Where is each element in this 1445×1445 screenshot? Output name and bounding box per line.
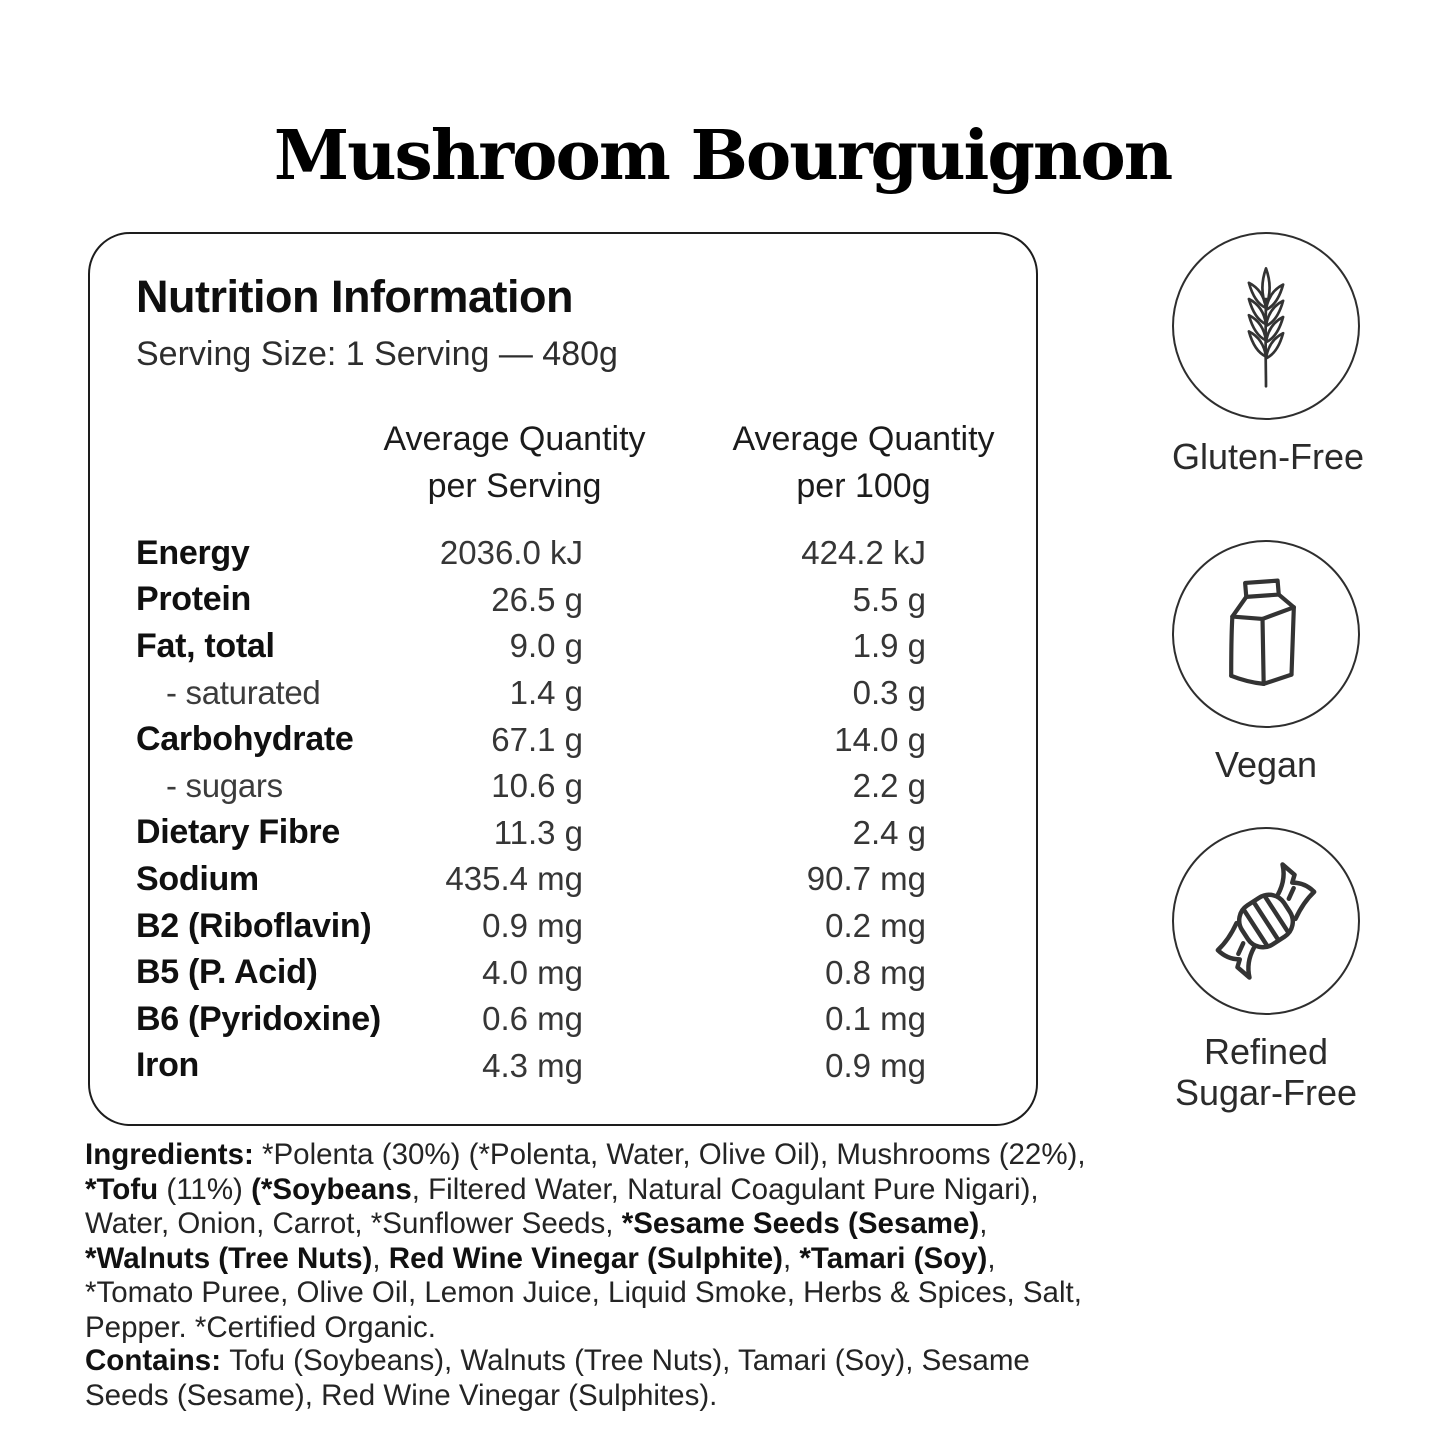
wheat-icon — [1217, 263, 1315, 389]
badge-circle — [1172, 232, 1360, 420]
per-serving-value: 9.0 g — [509, 627, 583, 665]
nutrition-row — [136, 670, 926, 717]
nutrition-row — [136, 1043, 926, 1090]
column-header-line: Average Quantity — [383, 420, 646, 458]
per-100g-value: 0.3 g — [852, 674, 926, 712]
per-serving-value: 11.3 g — [493, 813, 583, 851]
column-header-per-serving — [342, 416, 687, 510]
page-title: Mushroom Bourguignon — [273, 115, 1172, 196]
bold-text-segment: Contains: — [85, 1344, 230, 1377]
per-100g-value: 424.2 kJ — [801, 534, 926, 572]
bold-text-segment: *Walnuts (Tree Nuts) — [85, 1241, 373, 1275]
per-serving-value: 67.1 g — [491, 720, 583, 758]
per-100g-value: 0.8 mg — [825, 953, 926, 991]
per-serving-value: 1.4 g — [509, 674, 583, 712]
nutrition-row — [136, 856, 926, 903]
bold-text-segment: Red Wine Vinegar (Sulphite) — [388, 1241, 783, 1275]
nutrient-label: Protein — [136, 580, 252, 619]
per-serving-value: 4.0 mg — [482, 953, 583, 991]
panel-heading: Nutrition Information — [136, 271, 573, 322]
nutrition-row — [136, 716, 926, 763]
per-100g-value: 5.5 g — [852, 580, 926, 618]
per-serving-value: 2036.0 kJ — [439, 534, 583, 572]
nutrition-row — [136, 949, 926, 996]
nutrition-table — [90, 530, 1036, 1089]
per-100g-value: 90.7 mg — [806, 860, 926, 898]
nutrition-row — [136, 623, 926, 670]
per-serving-value: 10.6 g — [491, 767, 583, 805]
nutrition-row — [136, 763, 926, 810]
per-100g-value: 1.9 g — [852, 627, 926, 665]
badge-gluten-free — [1172, 232, 1365, 477]
per-100g-value: 14.0 g — [834, 720, 926, 758]
bold-text-segment: *Sesame Seeds (Sesame) — [621, 1207, 980, 1240]
text-segment: , *Tomato Puree, Olive Oil, Lemon Juice, Liquid Smoke, Herbs & Spices, Salt, Pepper. *Certified Organic. — [85, 1241, 1082, 1344]
per-serving-value: 0.6 mg — [482, 1000, 583, 1038]
bold-text-segment: *Tamari (Soy) — [799, 1241, 988, 1275]
bold-text-segment: *Tofu — [85, 1172, 159, 1206]
nutrient-label: B6 (Pyridoxine) — [136, 999, 381, 1038]
milk-carton-icon — [1208, 576, 1324, 692]
nutrient-label: Dietary Fibre — [136, 813, 340, 852]
text-segment: , — [372, 1241, 389, 1275]
text-segment: , Filtered Water, Natural Coagulant Pure Nigari), Water, Onion, Carrot, *Sunflower Seeds, — [85, 1172, 1039, 1240]
badge-label: Refined Sugar-Free — [1174, 1031, 1358, 1113]
badge-circle — [1172, 540, 1360, 728]
bold-text-segment: Ingredients: — [85, 1138, 263, 1171]
badge-vegan — [1172, 540, 1360, 785]
text-segment: , — [783, 1241, 800, 1275]
nutrient-label: B2 (Riboflavin) — [136, 906, 372, 945]
badge-refined-sugar-free — [1172, 827, 1360, 1113]
per-serving-value: 435.4 mg — [445, 860, 583, 898]
column-headers — [342, 416, 1036, 510]
serving-size-line: Serving Size: 1 Serving — 480g — [136, 335, 618, 373]
column-header-line: per Serving — [427, 467, 602, 505]
nutrient-label: Energy — [136, 533, 250, 572]
per-100g-value: 0.1 mg — [825, 1000, 926, 1038]
text-segment: , — [979, 1207, 988, 1240]
per-100g-value: 0.2 mg — [825, 907, 926, 945]
nutrition-row — [136, 577, 926, 624]
nutrient-label: Sodium — [136, 859, 259, 898]
badge-circle — [1172, 827, 1360, 1015]
bold-text-segment: (*Soybeans — [251, 1172, 412, 1206]
per-100g-value: 0.9 mg — [825, 1046, 926, 1084]
per-serving-value: 26.5 g — [491, 580, 583, 618]
contains-text — [85, 1344, 1093, 1413]
ingredients-text — [85, 1138, 1093, 1345]
nutrient-label: Fat, total — [136, 626, 275, 665]
nutrition-panel — [88, 232, 1038, 1126]
column-header-line: per 100g — [796, 467, 931, 505]
nutrient-label: Carbohydrate — [136, 720, 354, 759]
text-segment: Tofu (Soybeans), Walnuts (Tree Nuts), Tamari (Soy), Sesame Seeds (Sesame), Red Wine Vinegar (Sulphites). — [85, 1344, 1030, 1412]
per-serving-value: 4.3 mg — [482, 1046, 583, 1084]
per-serving-value: 0.9 mg — [482, 907, 583, 945]
column-header-line: Average Quantity — [732, 420, 995, 458]
nutrient-label: B5 (P. Acid) — [136, 953, 318, 992]
text-segment: (11%) — [158, 1172, 252, 1206]
nutrient-label: Iron — [136, 1046, 200, 1085]
nutrient-label: - sugars — [166, 767, 283, 805]
nutrition-row — [136, 996, 926, 1043]
per-100g-value: 2.2 g — [852, 767, 926, 805]
nutrient-label: - saturated — [166, 674, 321, 712]
candy-icon — [1199, 858, 1333, 984]
text-segment: *Polenta (30%) (*Polenta, Water, Olive Oil), Mushrooms (22%), — [262, 1138, 1086, 1171]
column-header-per-100g — [691, 416, 1036, 510]
badge-label: Vegan — [1214, 744, 1318, 785]
nutrition-row — [136, 903, 926, 950]
per-100g-value: 2.4 g — [852, 813, 926, 851]
nutrition-row — [136, 810, 926, 857]
nutrition-row — [136, 530, 926, 577]
badge-label: Gluten-Free — [1172, 436, 1365, 477]
